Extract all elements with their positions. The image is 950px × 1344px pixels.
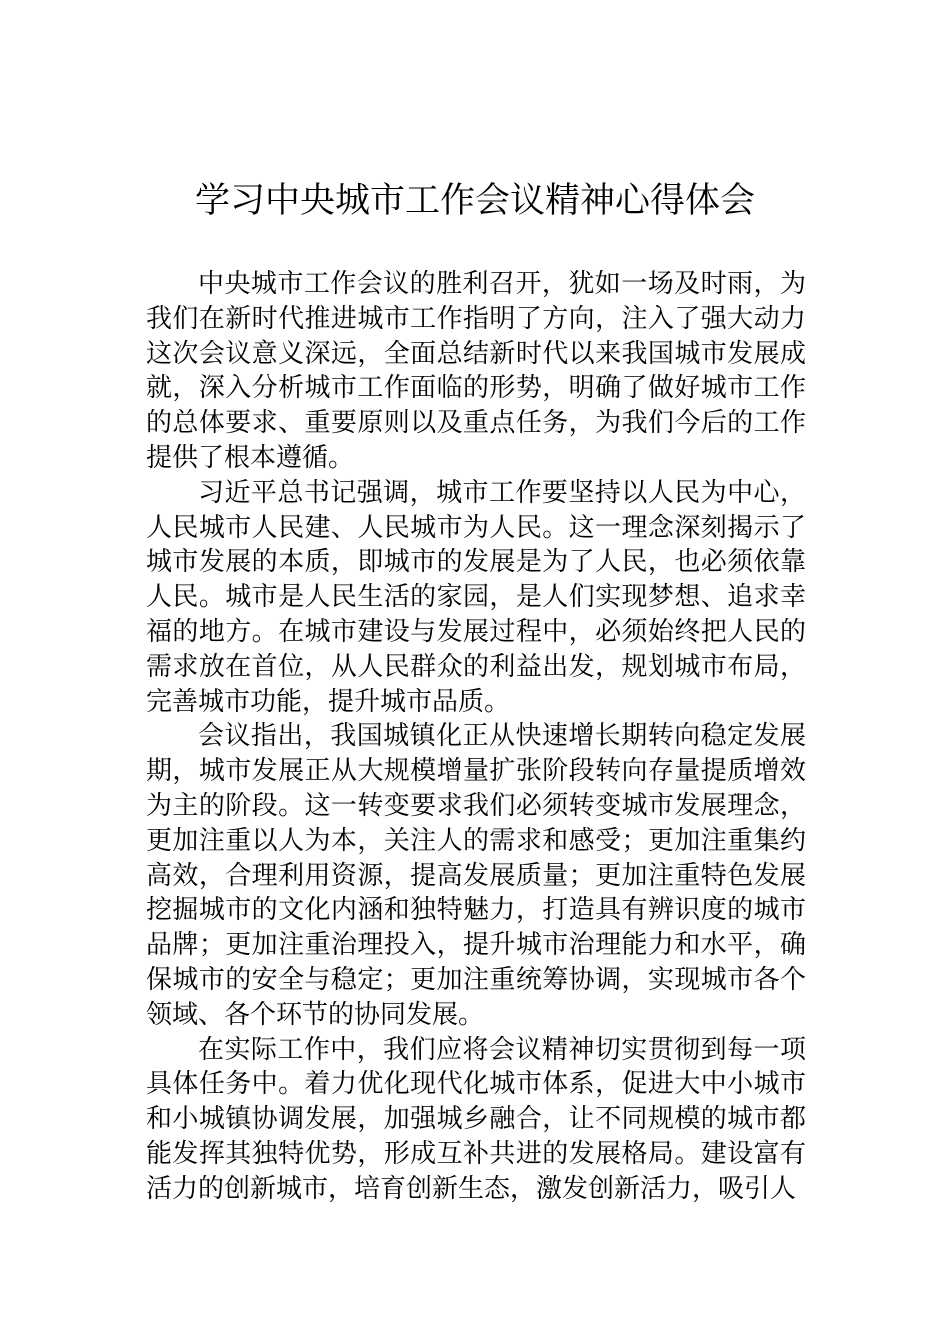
paragraph: 会议指出，我国城镇化正从快速增长期转向稳定发展期，城市发展正从大规模增量扩张阶段转向存量提质增效为主的阶段。这一转变要求我们必须转变城市发展理念，更加注重以人为本，关注人的需求和感受；更加注重集约高效，合理利用资源，提高发展质量；更加注重特色发展挖掘城市的文化内涵和独特魅力，打造具有辨识度的城市品牌；更加注重治理投入，提升城市治理能力和水平，确保城市的安全与稳定；更加注重统筹协调，实现城市各个领域、各个环节的协同发展。 [146,721,806,1030]
paragraph: 在实际工作中，我们应将会议精神切实贯彻到每一项具体任务中。着力优化现代化城市体系，促进大中小城市和小城镇协调发展，加强城乡融合，让不同规模的城市都能发挥其独特优势，形成互补共进的发展格局。建设富有活力的创新城市，培育创新生态，激发创新活力，吸引人 [146,1034,806,1204]
document-title: 学习中央城市工作会议精神心得体会 [194,181,755,221]
document-body [146,267,806,1207]
paragraph: 习近平总书记强调，城市工作要坚持以人民为中心，人民城市人民建、人民城市为人民。这一理念深刻揭示了城市发展的本质，即城市的发展是为了人民，也必须依靠人民。城市是人民生活的家园，是人们实现梦想、追求幸福的地方。在城市建设与发展过程中，必须始终把人民的需求放在首位，从人民群众的利益出发，规划城市布局，完善城市功能，提升城市品质。 [146,477,806,717]
paragraph: 中央城市工作会议的胜利召开，犹如一场及时雨，为我们在新时代推进城市工作指明了方向，注入了强大动力这次会议意义深远，全面总结新时代以来我国城市发展成就，深入分析城市工作面临的形势，明确了做好城市工作的总体要求、重要原则以及重点任务，为我们今后的工作提供了根本遵循。 [146,269,806,473]
